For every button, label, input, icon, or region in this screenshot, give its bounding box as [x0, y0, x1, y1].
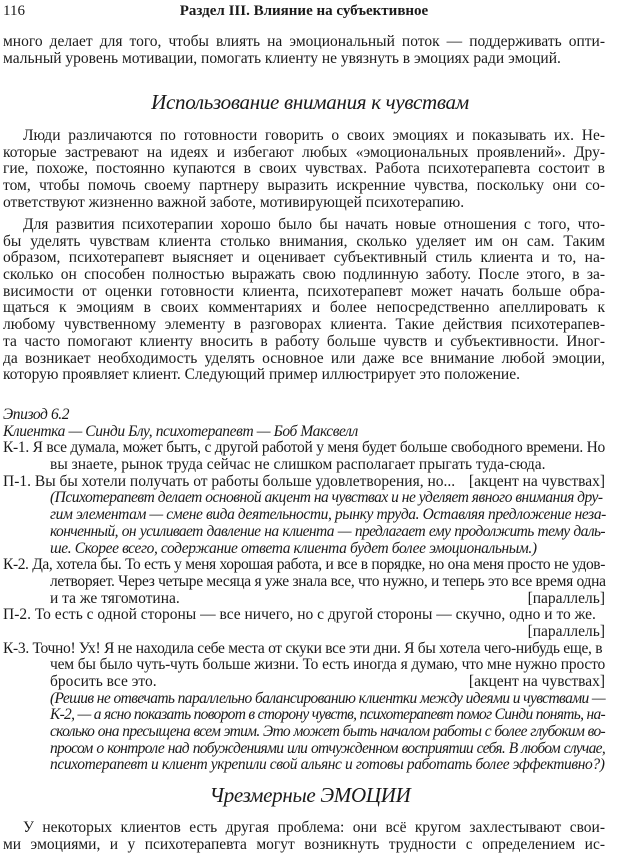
line-text: конченный, он усиливает давление на клиента — предлагает ему продолжить тему даль- [50, 522, 605, 540]
running-title: Раздел III. Влияние на субъективное [179, 3, 429, 19]
text-line: У некоторых клиентов есть другая проблема: они всё кругом захлестывают свои- [23, 819, 605, 836]
text-line: том, чтобы помочь своему партнеру выразить искренние чувства, поскольку они со- [3, 177, 605, 195]
text-line: которую проявляет клиент. Следующий пример иллюстрирует это положение. [3, 366, 520, 384]
commentary-line [3, 741, 605, 758]
text-line: висимости от оценки готовности клиента, психотерапевт может начать больше обра- [3, 282, 605, 300]
paragraph-2 [3, 217, 605, 384]
line-text: просом о контроле над побуждениями или отчужденном восприятии себя. В любом случае, [50, 739, 605, 757]
technique-tag: [параллель] [527, 622, 605, 640]
dialogue-line [3, 474, 605, 491]
commentary-line [3, 524, 605, 541]
line-text: вы знаете, рынок труда сейчас не слишком располагает прыгать туда-сюда. [50, 456, 546, 474]
commentary-line [3, 541, 605, 558]
line-text: и та же тягомотина. [50, 589, 180, 607]
commentary-line [3, 724, 605, 741]
text-line: образом, психотерапевт выясняет и оценивает субъективный стиль клиента и то, на- [3, 249, 605, 267]
dialogue-line [3, 657, 605, 674]
line-text: К-3. Точно! Ух! Я не находила себе места от скуки все эти дни. Я бы хотела чего-нибудь еще, в [3, 639, 603, 657]
line-text: П-2. То есть с одной стороны — все ничего, но с другой стороны — скучно, одно и то же. [3, 606, 596, 624]
dialogue-line [3, 440, 605, 457]
section-heading: Использование внимания к чувствам [151, 90, 469, 114]
text-line: много делает для того, чтобы влиять на эмоциональный поток — поддерживать опти- [3, 33, 605, 50]
text-line: мальный уровень мотивации, помогать клиенту не увязнуть в эмоциях ради эмоций. [3, 49, 561, 67]
commentary-line [3, 691, 605, 708]
paragraph-1 [3, 128, 605, 211]
technique-tag: [параллель] [527, 589, 605, 607]
technique-tag: [акцент на чувствах] [468, 673, 605, 690]
line-text: К-1. Я все думала, может быть, с другой работой у меня будет больше свободного времени. Но [3, 439, 605, 457]
text-line: та часто помогают клиенту вносить в работу больше чувств и субъективности. Иног- [3, 332, 605, 350]
intro-paragraph [3, 34, 605, 67]
section-heading: Чрезмерные ЭМОЦИИ [209, 783, 411, 807]
episode-participants: Клиентка — Синди Блу, психотерапевт — Боб Максвелл [3, 422, 358, 440]
text-line: да возникает необходимость уделять основное или даже все внимание любой эмоции, [3, 349, 605, 367]
text-line: ответствуют жизненно важной заботе, мотивирующей психотерапию. [3, 193, 465, 211]
text-line: гие, похоже, постоянно купаются в своих чувствах. Работа психотерапевта состоит в [3, 160, 605, 178]
text-line: ми эмоциями, и у психотерапевта могут возникнуть трудности с определением ис- [3, 835, 605, 853]
running-header [3, 3, 605, 21]
line-text: летворяет. Через четыре месяца я уже знала все, что нужно, и теперь это все время одна [50, 572, 606, 590]
commentary-line [3, 490, 605, 507]
dialogue-line [3, 457, 605, 474]
line-text: сколько она пресыщена всем этим. Это может быть началом работы с более глубоким во- [50, 723, 605, 741]
technique-tag: [акцент на чувствах] [468, 472, 605, 490]
dialogue-line [3, 607, 605, 624]
line-text: П-1. Вы бы хотели получать от работы больше удовлетворения, но... [3, 472, 456, 490]
text-line: любому чувственному элементу в разговорах клиента. Такие действия психотерапев- [3, 316, 605, 334]
line-text: (Психотерапевт делает основной акцент на чувствах и не уделяет явного внимания дру- [50, 489, 603, 507]
dialogue-line [3, 574, 605, 591]
paragraph-3 [3, 820, 605, 853]
line-text: бросить все это. [50, 673, 157, 690]
text-line: Для развития психотерапии хорошо было бы начать новые отношения с того, что- [23, 216, 605, 233]
text-line: которые застревают на идеях и избегают любых «эмоциональных проявлений». Дру- [3, 143, 605, 161]
line-text: К-2, — а ясно показать поворот в сторону чувств, психотерапевт помог Синди понять, на- [50, 706, 605, 724]
text-line: бы уделять чувствам клиента столько внимания, сколько уделяет им он сам. Таким [3, 232, 605, 250]
dialogue [3, 440, 605, 774]
line-text: К-2. Да, хотела бы. То есть у меня хорошая работа, и все в порядке, но она меня просто не удов- [3, 556, 605, 574]
line-text: ше. Скорее всего, содержание ответа клиента будет более эмоциональным.) [50, 539, 537, 557]
dialogue-line [3, 591, 605, 608]
dialogue-line [3, 641, 605, 658]
line-text: гим элементам — смене вида деятельности, рынку труда. Оставляя предложение неза- [50, 506, 606, 524]
page-number: 116 [3, 3, 25, 19]
commentary-line [3, 757, 605, 774]
dialogue-line [3, 624, 605, 641]
text-line: щаться к эмоциям в своих комментариях и более непосредственно апеллировать к [3, 299, 605, 317]
text-line: сколько он способен полностью выражать свою подлинную заботу. После этого, в за- [3, 266, 605, 284]
dialogue-line [3, 557, 605, 574]
line-text: психотерапевт и клиент укрепили свой альянс и готовы работать более эффективно?) [50, 756, 605, 774]
episode-block [3, 407, 605, 774]
episode-title: Эпизод 6.2 [3, 406, 70, 423]
line-text: чем бы было чуть-чуть больше жизни. То есть иногда я думаю, что мне нужно просто [50, 656, 605, 674]
commentary-line [3, 707, 605, 724]
dialogue-line [3, 674, 605, 691]
commentary-line [3, 507, 605, 524]
line-text: (Решив не отвечать параллельно балансированию клиентки между идеями и чувствами — [50, 689, 606, 707]
text-line: Люди различаются по готовности говорить о своих эмоциях и показывать их. Не- [23, 127, 605, 144]
